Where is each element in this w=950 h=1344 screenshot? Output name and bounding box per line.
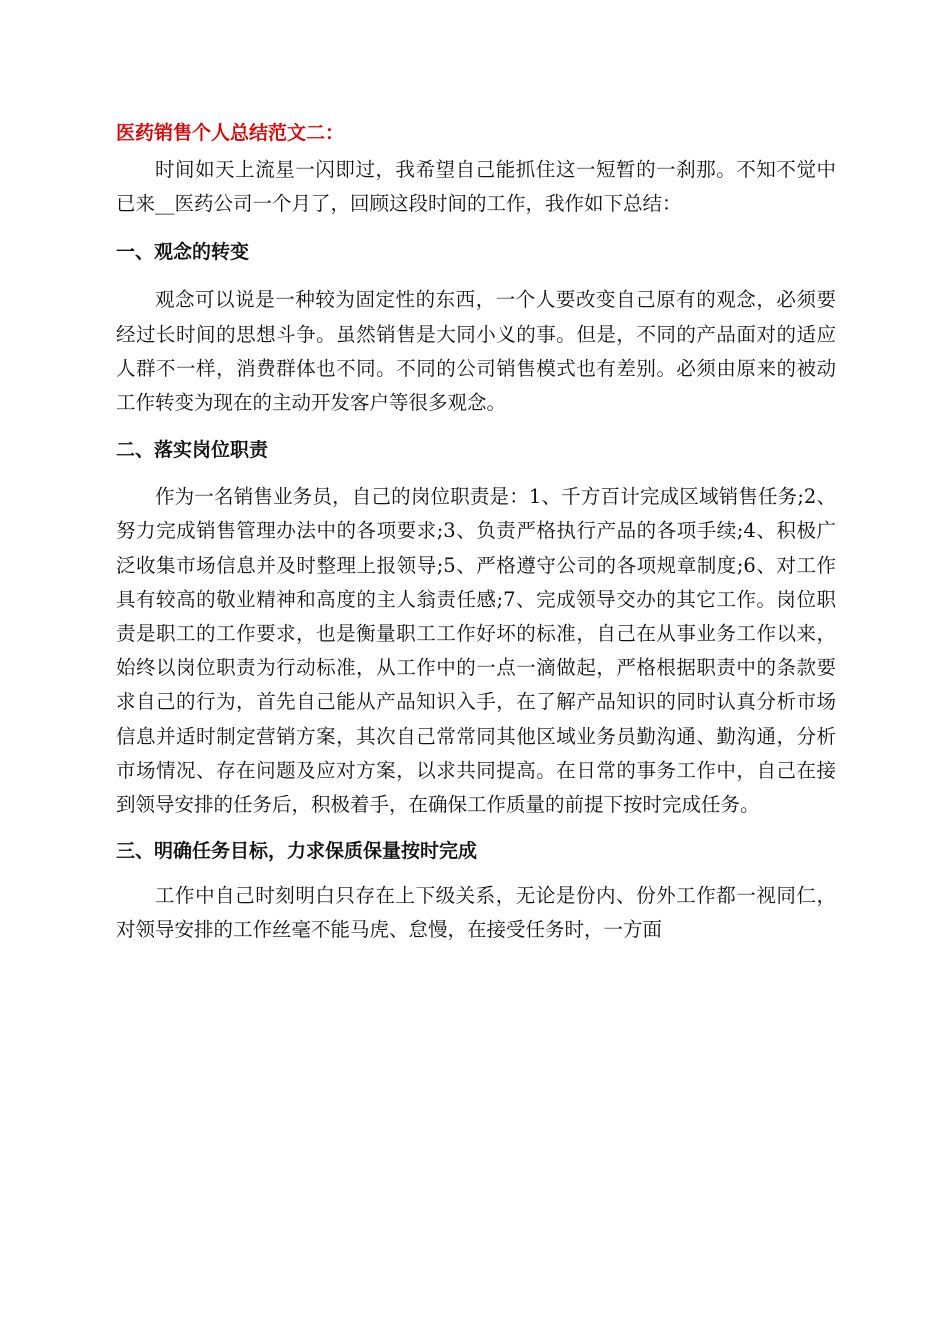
section-paragraph-3: 工作中自己时刻明白只存在上下级关系，无论是份内、份外工作都一视同仁，对领导安排的工作丝毫不能马虎、怠慢，在接受任务时，一方面 xyxy=(116,884,836,942)
section-paragraph-1: 观念可以说是一种较为固定性的东西，一个人要改变自己原有的观念，必须要经过长时间的思想斗争。虽然销售是大同小义的事。但是，不同的产品面对的适应人群不一样，消费群体也不同。不同的公司销售模式也有差别。必须由原来的被动工作转变为现在的主动开发客户等很多观念。 xyxy=(116,288,836,415)
section-heading-2: 二、落实岗位职责 xyxy=(116,439,269,462)
document-body xyxy=(116,118,836,948)
section-heading-1: 一、观念的转变 xyxy=(116,241,250,264)
document-title: 医药销售个人总结范文二： xyxy=(116,122,345,144)
section-paragraph-2: 作为一名销售业务员，自己的岗位职责是：1、千方百计完成区域销售任务;2、努力完成销售管理办法中的各项要求;3、负责严格执行产品的各项手续;4、积极广泛收集市场信息并及时整理上报领导;5、严格遵守公司的各项规章制度;6、对工作具有较高的敬业精神和高度的主人翁责任感;7、完成领导交办的其它工作。岗位职责是职工的工作要求，也是衡量职工工作好坏的标准，自己在从事业务工作以来，始终以岗位职责为行动标准，从工作中的一点一滴做起，严格根据职责中的条款要求自己的行为，首先自己能从产品知识入手，在了解产品知识的同时认真分析市场信息并适时制定营销方案，其次自己常常同其他区域业务员勤沟通、勤沟通，分析市场情况、存在问题及应对方案，以求共同提高。在日常的事务工作中，自己在接到领导安排的任务后，积极着手，在确保工作质量的前提下按时完成任务。 xyxy=(116,485,836,817)
section-heading-3: 三、明确任务目标，力求保质保量按时完成 xyxy=(116,840,478,863)
intro-paragraph: 时间如天上流星一闪即过，我希望自己能抓住这一短暂的一刹那。不知不觉中已来__医药公司一个月了，回顾这段时间的工作，我作如下总结： xyxy=(116,158,836,216)
